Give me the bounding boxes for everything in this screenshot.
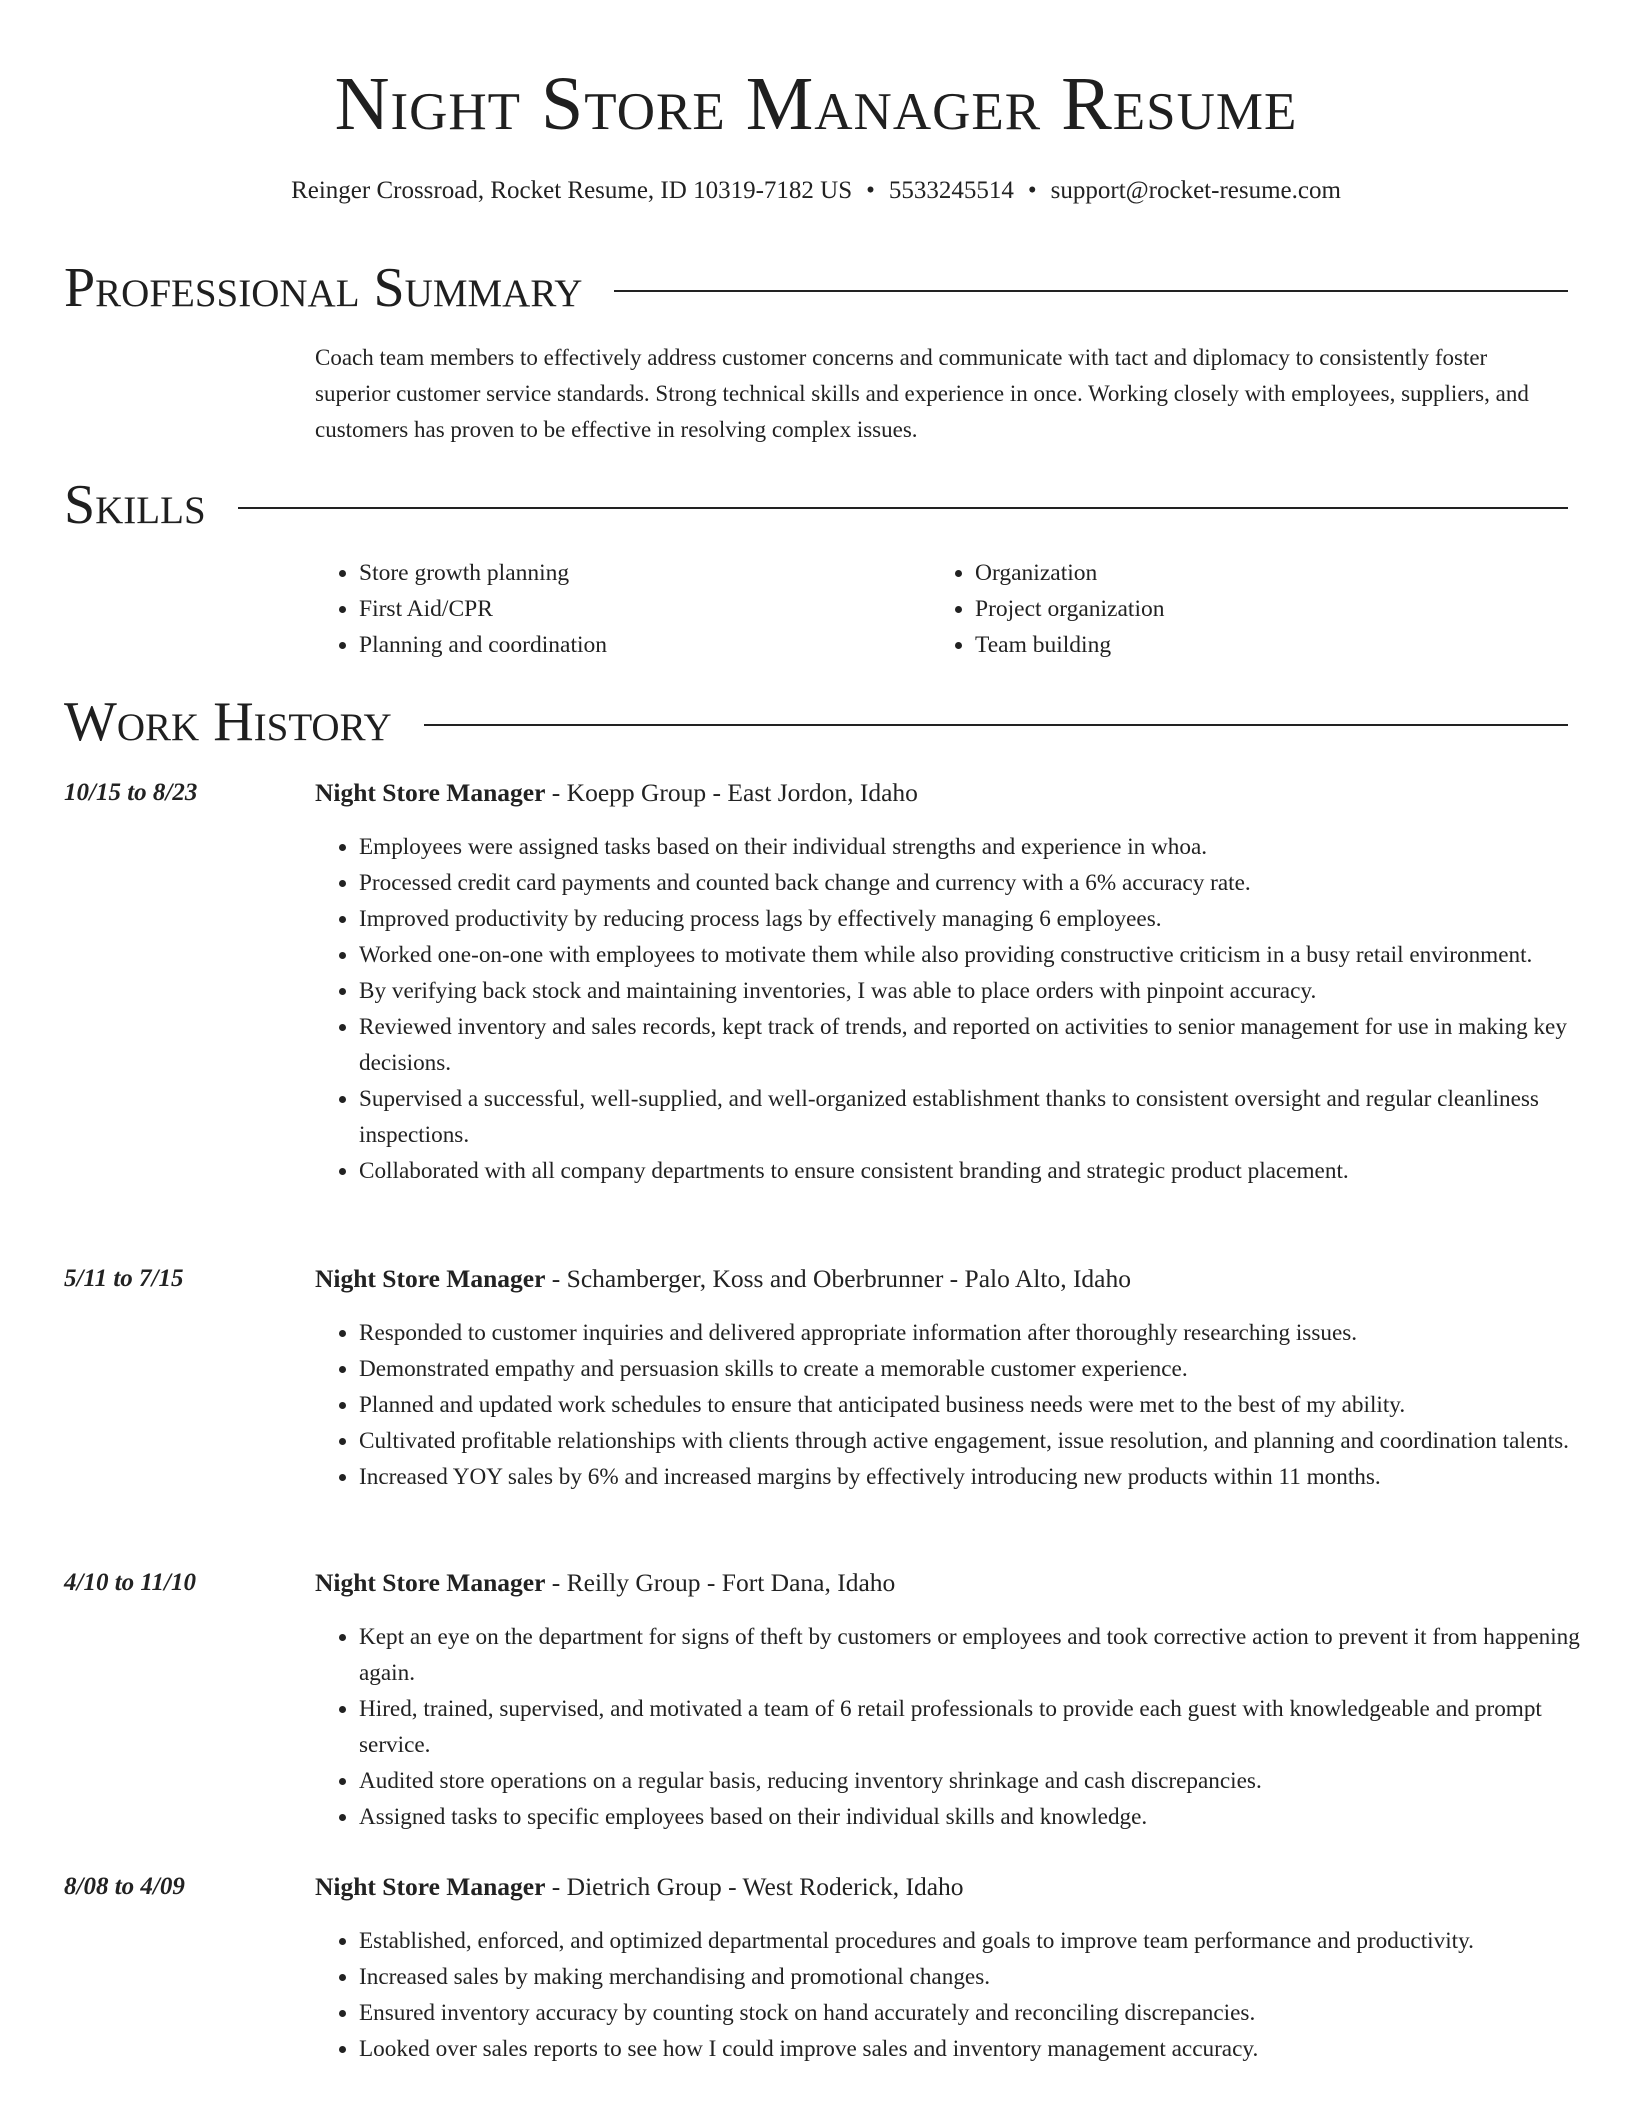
- job-bullet: • Established, enforced, and optimized departmental procedures and goals to improve team performance and productivity.: [359, 1923, 1611, 1959]
- job-bullet: • Supervised a successful, well-supplied, and well-organized establishment thanks to consistent oversight and regular cleanliness inspections.: [359, 1081, 1611, 1153]
- job-bullet-list: [315, 1315, 1611, 1495]
- job-bullet-list: [315, 1619, 1611, 1835]
- job-bullet: • Increased sales by making merchandising and promotional changes.: [359, 1959, 1611, 1995]
- skill-item: • Team building: [975, 627, 1491, 663]
- job-bullet: • Reviewed inventory and sales records, kept track of trends, and reported on activities to senior management for use in making key decisions.: [359, 1009, 1611, 1081]
- phone-number: 5533245514: [888, 177, 1014, 204]
- job-bullet: • Kept an eye on the department for signs of theft by customers or employees and took corrective action to prevent it from happening again.: [359, 1619, 1611, 1691]
- job-heading: [315, 1870, 1565, 1904]
- summary-section-header: [64, 258, 1568, 318]
- summary-text: Coach team members to effectively address customer concerns and communicate with tact and diplomacy to consistently foster superior customer service standards. Strong technical skills and experience in once. Working closely with employees, suppliers, and customers has proven to be effective in resolving complex issues.: [315, 345, 1529, 442]
- job-dates: 5/11 to 7/15: [64, 1265, 184, 1292]
- job-bullet: • Responded to customer inquiries and delivered appropriate information after thoroughly researching issues.: [359, 1315, 1611, 1351]
- skill-item: • Organization: [975, 555, 1491, 591]
- job-heading: [315, 1566, 1565, 1600]
- job-bullet: • Processed credit card payments and counted back change and currency with a 6% accuracy rate.: [359, 865, 1611, 901]
- skills-section-header: [64, 475, 1568, 535]
- section-divider: [238, 507, 1568, 509]
- work-history-section-header: [64, 692, 1568, 752]
- job-company-location: - Reilly Group - Fort Dana, Idaho: [545, 1568, 896, 1597]
- work-history-heading: Work History: [64, 691, 392, 753]
- separator-dot: •: [866, 177, 875, 204]
- job-dates: 4/10 to 11/10: [64, 1569, 196, 1596]
- job-bullet: • Employees were assigned tasks based on their individual strengths and experience in whoa.: [359, 829, 1611, 865]
- skills-column-right: [931, 555, 1491, 663]
- email-address: support@rocket-resume.com: [1050, 177, 1341, 204]
- summary-heading: Professional Summary: [64, 257, 583, 319]
- contact-line: [0, 175, 1632, 207]
- job-bullet: • Hired, trained, supervised, and motivated a team of 6 retail professionals to provide each guest with knowledgeable and prompt service.: [359, 1691, 1611, 1763]
- skill-item: • First Aid/CPR: [359, 591, 875, 627]
- job-bullet: • Cultivated profitable relationships with clients through active engagement, issue resolution, and planning and coordination talents.: [359, 1423, 1611, 1459]
- job-bullet-list: [315, 829, 1611, 1189]
- skills-heading: Skills: [64, 474, 206, 536]
- job-bullet: • Demonstrated empathy and persuasion skills to create a memorable customer experience.: [359, 1351, 1611, 1387]
- skill-item: • Project organization: [975, 591, 1491, 627]
- address: Reinger Crossroad, Rocket Resume, ID 10319-7182 US: [291, 177, 853, 204]
- job-bullet-list: [315, 1923, 1611, 2067]
- job-company-location: - Koepp Group - East Jordon, Idaho: [545, 778, 918, 807]
- job-bullet: • Looked over sales reports to see how I could improve sales and inventory management accuracy.: [359, 2031, 1611, 2067]
- skill-item: • Store growth planning: [359, 555, 875, 591]
- job-company-location: - Dietrich Group - West Roderick, Idaho: [545, 1872, 964, 1901]
- job-bullet: • Collaborated with all company departments to ensure consistent branding and strategic product placement.: [359, 1153, 1611, 1189]
- skills-column-left: [315, 555, 875, 663]
- job-heading: [315, 776, 1565, 810]
- job-dates: 8/08 to 4/09: [64, 1873, 185, 1900]
- job-dates: 10/15 to 8/23: [64, 779, 198, 806]
- job-bullet: • Planned and updated work schedules to ensure that anticipated business needs were met to the best of my ability.: [359, 1387, 1611, 1423]
- skill-item: • Planning and coordination: [359, 627, 875, 663]
- resume-title: Night Store Manager Resume: [334, 62, 1298, 146]
- separator-dot: •: [1027, 177, 1037, 204]
- job-bullet: • By verifying back stock and maintaining inventories, I was able to place orders with pinpoint accuracy.: [359, 973, 1611, 1009]
- job-bullet: • Ensured inventory accuracy by counting stock on hand accurately and reconciling discrepancies.: [359, 1995, 1611, 2031]
- job-company-location: - Schamberger, Koss and Oberbrunner - Palo Alto, Idaho: [545, 1264, 1132, 1293]
- job-bullet: • Worked one-on-one with employees to motivate them while also providing constructive criticism in a busy retail environment.: [359, 937, 1611, 973]
- job-heading: [315, 1262, 1565, 1296]
- job-role: Night Store Manager: [315, 1568, 546, 1597]
- section-divider: [424, 724, 1568, 726]
- job-role: Night Store Manager: [315, 1264, 546, 1293]
- job-bullet: • Improved productivity by reducing process lags by effectively managing 6 employees.: [359, 901, 1611, 937]
- job-role: Night Store Manager: [315, 778, 546, 807]
- job-bullet: • Increased YOY sales by 6% and increased margins by effectively introducing new products within 11 months.: [359, 1459, 1611, 1495]
- job-role: Night Store Manager: [315, 1872, 546, 1901]
- job-bullet: • Audited store operations on a regular basis, reducing inventory shrinkage and cash discrepancies.: [359, 1763, 1611, 1799]
- job-bullet: • Assigned tasks to specific employees based on their individual skills and knowledge.: [359, 1799, 1611, 1835]
- section-divider: [614, 290, 1568, 292]
